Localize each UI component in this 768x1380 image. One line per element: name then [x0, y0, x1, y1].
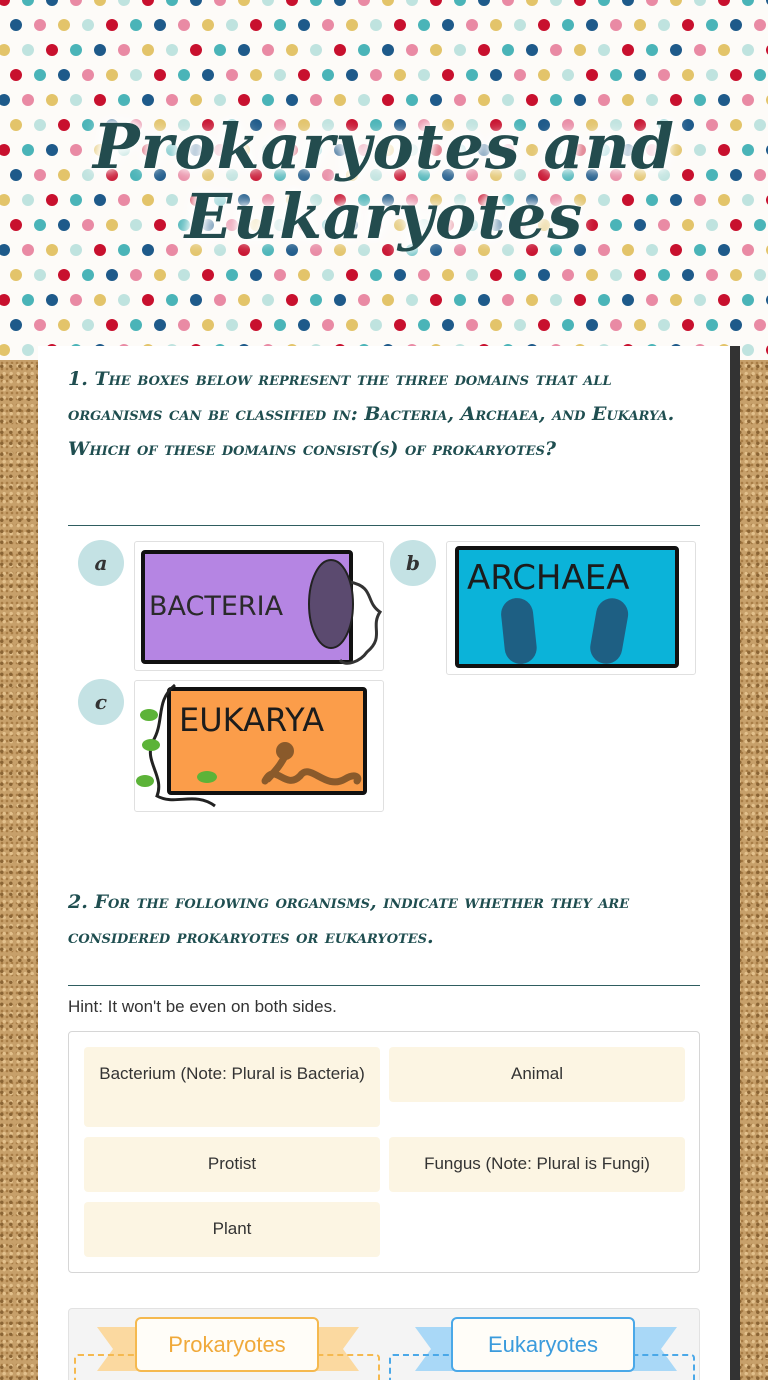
- polka-dot: [454, 0, 466, 6]
- polka-dot: [346, 269, 358, 281]
- polka-dot: [106, 19, 118, 31]
- polka-dot: [598, 0, 610, 6]
- polka-dot: [514, 19, 526, 31]
- polka-dot: [538, 19, 550, 31]
- polka-dot: [454, 44, 466, 56]
- polka-dot: [238, 44, 250, 56]
- polka-dot: [154, 69, 166, 81]
- worksheet: [38, 346, 730, 1380]
- polka-dot: [10, 319, 22, 331]
- polka-dot: [34, 319, 46, 331]
- polka-dot: [0, 294, 10, 306]
- polka-dot: [610, 319, 622, 331]
- polka-dot: [514, 269, 526, 281]
- polka-dot: [190, 94, 202, 106]
- polka-dot: [718, 294, 730, 306]
- polka-dot: [430, 94, 442, 106]
- polka-dot: [106, 69, 118, 81]
- polka-dot: [46, 0, 58, 6]
- polka-dot: [502, 44, 514, 56]
- leaf-icon: [140, 709, 158, 721]
- polka-dot: [670, 94, 682, 106]
- polka-dot: [646, 44, 658, 56]
- prokaryotes-label: Prokaryotes: [135, 1317, 319, 1372]
- polka-dot: [382, 0, 394, 6]
- polka-dot: [418, 69, 430, 81]
- polka-dot: [442, 69, 454, 81]
- polka-dot: [166, 94, 178, 106]
- polka-dot: [586, 269, 598, 281]
- polka-dot: [538, 269, 550, 281]
- question-1-line-1: 1. The boxes below represent the three domains that all: [68, 368, 612, 390]
- polka-dot: [0, 94, 10, 106]
- polka-dot: [634, 69, 646, 81]
- polka-dot: [70, 94, 82, 106]
- bacteria-image-label: BACTERIA: [149, 591, 284, 622]
- polka-dot: [346, 319, 358, 331]
- polka-dot: [418, 19, 430, 31]
- polka-dot: [658, 319, 670, 331]
- polka-dot: [34, 269, 46, 281]
- polka-dot: [202, 269, 214, 281]
- polka-dot: [322, 69, 334, 81]
- polka-dot: [310, 44, 322, 56]
- polka-dot: [550, 44, 562, 56]
- polka-dot: [706, 19, 718, 31]
- polka-dot: [178, 69, 190, 81]
- polka-dot: [226, 69, 238, 81]
- polka-dot: [598, 94, 610, 106]
- polka-dot: [58, 269, 70, 281]
- polka-dot: [574, 0, 586, 6]
- polka-dot: [730, 319, 742, 331]
- polka-dot: [730, 19, 742, 31]
- bacterium-cell-icon: [309, 560, 353, 648]
- polka-dot: [34, 69, 46, 81]
- polka-dot: [82, 319, 94, 331]
- polka-dot: [658, 69, 670, 81]
- choice-c-letter[interactable]: c: [78, 679, 124, 725]
- polka-dot: [238, 294, 250, 306]
- polka-dot: [658, 269, 670, 281]
- question-2-heading: [68, 889, 700, 959]
- choice-a-card[interactable]: [134, 541, 384, 671]
- leaf-icon: [142, 739, 160, 751]
- sortable-items-area: [68, 1031, 700, 1273]
- polka-dot: [550, 0, 562, 6]
- polka-dot: [106, 319, 118, 331]
- polka-dot: [478, 294, 490, 306]
- polka-dot: [202, 319, 214, 331]
- polka-dot: [478, 0, 490, 6]
- polka-dot: [310, 294, 322, 306]
- polka-dot: [538, 319, 550, 331]
- polka-dot: [514, 319, 526, 331]
- polka-dot: [718, 0, 730, 6]
- polka-dot: [10, 19, 22, 31]
- polka-dot: [586, 319, 598, 331]
- polka-dot: [298, 69, 310, 81]
- polka-dot: [646, 0, 658, 6]
- polka-dot: [682, 19, 694, 31]
- polka-dot: [442, 319, 454, 331]
- polka-dot: [142, 44, 154, 56]
- polka-dot: [730, 269, 742, 281]
- polka-dot: [586, 19, 598, 31]
- polka-dot: [118, 294, 130, 306]
- polka-dot: [94, 44, 106, 56]
- polka-dot: [370, 319, 382, 331]
- polka-dot: [394, 69, 406, 81]
- polka-dot: [622, 94, 634, 106]
- polka-dot: [0, 44, 10, 56]
- polka-dot: [226, 269, 238, 281]
- polka-dot: [274, 69, 286, 81]
- polka-dot: [658, 19, 670, 31]
- polka-dot: [130, 319, 142, 331]
- polka-dot: [322, 19, 334, 31]
- polka-dot: [58, 69, 70, 81]
- polka-dot: [346, 69, 358, 81]
- polka-dot: [754, 19, 766, 31]
- polka-dot: [502, 294, 514, 306]
- polka-dot: [694, 0, 706, 6]
- hint-text: Hint: It won't be even on both sides.: [68, 997, 337, 1016]
- polka-dot: [682, 269, 694, 281]
- polka-dot: [634, 19, 646, 31]
- polka-dot: [502, 94, 514, 106]
- draggable-item-bacterium[interactable]: Bacterium (Note: Plural is Bacteria): [84, 1047, 380, 1127]
- polka-dot: [694, 44, 706, 56]
- polka-dot: [82, 269, 94, 281]
- question-2-divider: [68, 985, 700, 986]
- polka-dot: [526, 294, 538, 306]
- polka-dot: [310, 94, 322, 106]
- polka-dot: [634, 269, 646, 281]
- polka-dot: [190, 294, 202, 306]
- polka-dot: [430, 0, 442, 6]
- polka-dot: [610, 19, 622, 31]
- choice-b-letter[interactable]: b: [390, 540, 436, 586]
- polka-dot: [214, 294, 226, 306]
- archaea-image-label: ARCHAEA: [467, 558, 630, 598]
- polka-dot: [310, 0, 322, 6]
- polka-dot: [382, 294, 394, 306]
- polka-dot: [154, 19, 166, 31]
- polka-dot: [286, 294, 298, 306]
- leaf-icon: [197, 771, 217, 783]
- polka-dot: [226, 319, 238, 331]
- polka-dot: [226, 19, 238, 31]
- polka-dot: [550, 94, 562, 106]
- polka-dot: [430, 44, 442, 56]
- polka-dot: [442, 269, 454, 281]
- polka-dot: [478, 44, 490, 56]
- polka-dot: [694, 94, 706, 106]
- polka-dot: [334, 94, 346, 106]
- polka-dot: [370, 69, 382, 81]
- draggable-item-animal[interactable]: Animal: [389, 1047, 685, 1102]
- polka-dot: [754, 319, 766, 331]
- polka-dot: [22, 44, 34, 56]
- polka-dot: [718, 94, 730, 106]
- polka-dot: [250, 69, 262, 81]
- polka-dot: [22, 0, 34, 6]
- polka-dot: [682, 319, 694, 331]
- polka-dot: [250, 19, 262, 31]
- polka-dot: [0, 344, 10, 356]
- polka-dot: [322, 269, 334, 281]
- polka-dot: [334, 44, 346, 56]
- polka-dot: [742, 344, 754, 356]
- draggable-item-plant[interactable]: Plant: [84, 1202, 380, 1257]
- polka-dot: [154, 319, 166, 331]
- polka-dot: [166, 294, 178, 306]
- polka-dot: [682, 69, 694, 81]
- choice-c-card[interactable]: [134, 680, 384, 812]
- polka-dot: [466, 69, 478, 81]
- polka-dot: [394, 19, 406, 31]
- polka-dot: [598, 44, 610, 56]
- polka-dot: [22, 94, 34, 106]
- polka-dot: [754, 269, 766, 281]
- choice-a-letter[interactable]: a: [78, 540, 124, 586]
- polka-dot: [646, 294, 658, 306]
- sheet-shadow: [730, 346, 740, 1380]
- polka-dot: [70, 0, 82, 6]
- polka-dot: [298, 19, 310, 31]
- polka-dot: [706, 269, 718, 281]
- polka-dot: [286, 44, 298, 56]
- polka-dot: [490, 319, 502, 331]
- polka-dot: [82, 69, 94, 81]
- polka-dot: [58, 19, 70, 31]
- polka-dot: [250, 319, 262, 331]
- polka-dot: [706, 319, 718, 331]
- polka-dot: [418, 319, 430, 331]
- polka-dot: [274, 319, 286, 331]
- polka-dot: [262, 94, 274, 106]
- polka-dot: [118, 94, 130, 106]
- polka-dot: [742, 294, 754, 306]
- polka-dot: [298, 319, 310, 331]
- polka-dot: [334, 0, 346, 6]
- polka-dot: [166, 0, 178, 6]
- polka-dot: [586, 69, 598, 81]
- polka-dot: [358, 294, 370, 306]
- polka-dot: [454, 294, 466, 306]
- polka-dot: [574, 44, 586, 56]
- polka-dot: [370, 269, 382, 281]
- polka-dot: [562, 69, 574, 81]
- polka-dot: [610, 269, 622, 281]
- polka-dot: [406, 294, 418, 306]
- polka-dot: [106, 269, 118, 281]
- question-1-heading: [68, 366, 700, 471]
- polka-dot: [0, 0, 10, 6]
- polka-dot: [82, 19, 94, 31]
- polka-dot: [394, 269, 406, 281]
- polka-dot: [214, 94, 226, 106]
- polka-dot: [466, 319, 478, 331]
- polka-dot: [142, 294, 154, 306]
- polka-dot: [22, 294, 34, 306]
- polka-dot: [274, 19, 286, 31]
- polka-dot: [358, 0, 370, 6]
- eukarya-image: [135, 681, 384, 812]
- polka-dot: [358, 44, 370, 56]
- polka-dot: [70, 44, 82, 56]
- polka-dot: [622, 44, 634, 56]
- polka-dot: [574, 94, 586, 106]
- polka-dot: [694, 294, 706, 306]
- polka-dot: [262, 44, 274, 56]
- polka-dot: [10, 69, 22, 81]
- polka-dot: [58, 319, 70, 331]
- draggable-item-protist[interactable]: Protist: [84, 1137, 380, 1192]
- polka-dot: [166, 44, 178, 56]
- polka-dot: [730, 69, 742, 81]
- polka-dot: [190, 44, 202, 56]
- polka-dot: [550, 294, 562, 306]
- choice-b-card[interactable]: [446, 541, 696, 675]
- polka-dot: [754, 69, 766, 81]
- polka-dot: [382, 44, 394, 56]
- draggable-item-fungus[interactable]: Fungus (Note: Plural is Fungi): [389, 1137, 685, 1192]
- polka-dot: [742, 44, 754, 56]
- polka-dot: [190, 0, 202, 6]
- polka-dot: [646, 94, 658, 106]
- polka-dot: [562, 319, 574, 331]
- polka-dot: [118, 44, 130, 56]
- polka-dot: [46, 294, 58, 306]
- polka-dot: [394, 319, 406, 331]
- polka-dot: [442, 19, 454, 31]
- polka-dot: [670, 0, 682, 6]
- polka-dot: [238, 94, 250, 106]
- polka-dot: [670, 44, 682, 56]
- polka-dot: [538, 69, 550, 81]
- eukaryotes-label: Eukaryotes: [451, 1317, 635, 1372]
- polka-dot: [34, 19, 46, 31]
- polka-dot: [70, 294, 82, 306]
- polka-dot: [298, 269, 310, 281]
- polka-dot: [262, 0, 274, 6]
- question-2-line-2: considered prokaryotes or eukaryotes.: [68, 926, 434, 948]
- polka-dot: [178, 19, 190, 31]
- polka-dot: [142, 0, 154, 6]
- polka-dot: [634, 319, 646, 331]
- polka-dot: [94, 0, 106, 6]
- polka-dot: [514, 69, 526, 81]
- question-2-line-1: 2. For the following organisms, indicate whether they are: [68, 891, 630, 913]
- polka-dot: [490, 269, 502, 281]
- polka-dot: [430, 294, 442, 306]
- polka-dot: [346, 19, 358, 31]
- polka-dot: [130, 19, 142, 31]
- polka-dot: [94, 294, 106, 306]
- polka-dot: [562, 269, 574, 281]
- polka-dot: [286, 0, 298, 6]
- polka-dot: [526, 44, 538, 56]
- eukarya-image-label: EUKARYA: [179, 701, 325, 739]
- polka-dot: [622, 294, 634, 306]
- polka-dot: [214, 0, 226, 6]
- polka-dot: [130, 269, 142, 281]
- polka-dot: [358, 94, 370, 106]
- sorting-bins: [68, 1308, 700, 1380]
- polka-dot: [502, 0, 514, 6]
- polka-dot: [718, 44, 730, 56]
- polka-dot: [670, 294, 682, 306]
- polka-dot: [598, 294, 610, 306]
- polka-dot: [154, 269, 166, 281]
- polka-dot: [574, 294, 586, 306]
- polka-dot: [466, 19, 478, 31]
- polka-dot: [526, 94, 538, 106]
- question-1-divider: [68, 525, 700, 526]
- polka-dot: [214, 44, 226, 56]
- polka-dot: [46, 44, 58, 56]
- polka-dot: [202, 19, 214, 31]
- polka-dot: [742, 0, 754, 6]
- archaea-image: [447, 542, 696, 675]
- polka-dot: [334, 294, 346, 306]
- polka-dot: [118, 0, 130, 6]
- polka-dot: [262, 294, 274, 306]
- page-title: Prokaryotes and Eukaryotes: [93, 110, 675, 253]
- polka-dot: [142, 94, 154, 106]
- polka-dot: [94, 94, 106, 106]
- polka-dot: [418, 269, 430, 281]
- polka-dot: [22, 344, 34, 356]
- polka-dot: [406, 44, 418, 56]
- leaf-icon: [136, 775, 154, 787]
- question-1-line-2: organisms can be classified in: Bacteria, Archaea, and Eukarya.: [68, 403, 675, 425]
- polka-dot: [274, 269, 286, 281]
- polka-dot: [742, 94, 754, 106]
- polka-dot: [178, 269, 190, 281]
- question-1-line-3: Which of these domains consist(s) of prokaryotes?: [68, 438, 557, 460]
- polka-dot: [322, 319, 334, 331]
- polka-dot: [454, 94, 466, 106]
- polka-dot: [10, 269, 22, 281]
- polka-dot: [202, 69, 214, 81]
- dotted-header: [0, 0, 768, 360]
- polka-dot: [478, 94, 490, 106]
- polka-dot: [130, 69, 142, 81]
- polka-dot: [46, 94, 58, 106]
- polka-dot: [490, 69, 502, 81]
- polka-dot: [370, 19, 382, 31]
- polka-dot: [466, 269, 478, 281]
- bacteria-image: [135, 542, 384, 671]
- polka-dot: [622, 0, 634, 6]
- polka-dot: [286, 94, 298, 106]
- polka-dot: [382, 94, 394, 106]
- polka-dot: [406, 0, 418, 6]
- polka-dot: [562, 19, 574, 31]
- polka-dot: [238, 0, 250, 6]
- polka-dot: [406, 94, 418, 106]
- polka-dot: [490, 19, 502, 31]
- polka-dot: [250, 269, 262, 281]
- polka-dot: [610, 69, 622, 81]
- polka-dot: [178, 319, 190, 331]
- polka-dot: [706, 69, 718, 81]
- polka-dot: [526, 0, 538, 6]
